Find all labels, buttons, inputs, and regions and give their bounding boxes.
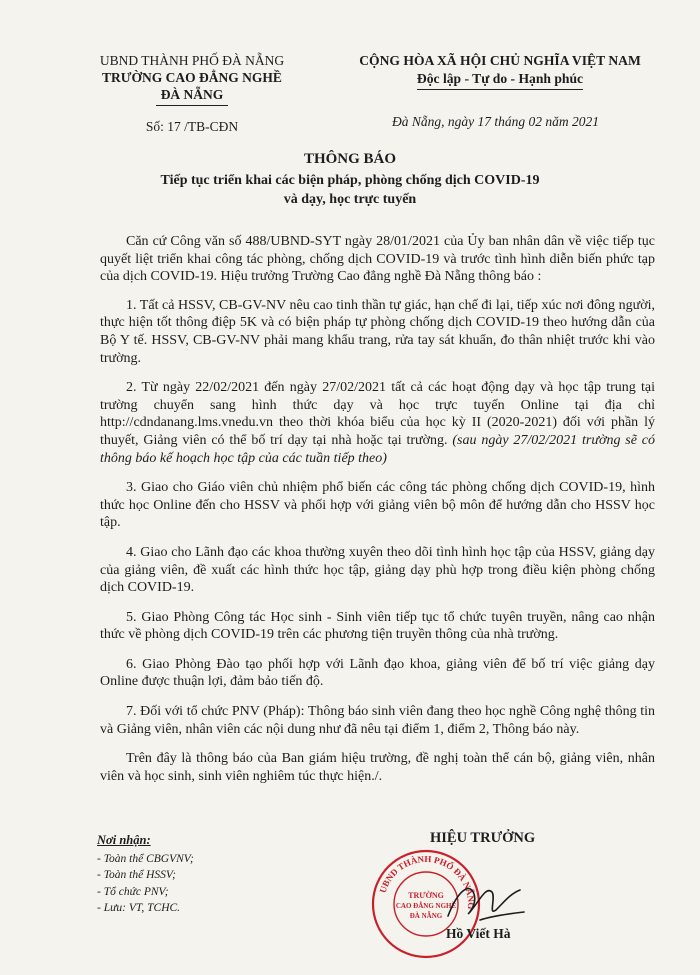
item-2 bbox=[100, 379, 655, 467]
document-body bbox=[100, 233, 655, 797]
item-6: 6. Giao Phòng Đào tạo phối hợp với Lãnh đạo khoa, giảng viên để bố trí việc giảng dạy Online được thuận lợi, đảm bảo tiến độ. bbox=[100, 656, 655, 690]
recipients-block bbox=[97, 832, 194, 917]
country-name: CỘNG HÒA XÃ HỘI CHỦ NGHĨA VIỆT NAM bbox=[359, 53, 641, 68]
seal-inner-text-1: TRƯỜNG bbox=[408, 891, 444, 900]
issuer-underline bbox=[156, 105, 228, 106]
issuer-city: ĐÀ NẴNG bbox=[160, 87, 224, 102]
signer-name: Hồ Viết Hà bbox=[446, 926, 511, 941]
seal-ring-text: UBND THÀNH PHỐ ĐÀ NẴNG bbox=[377, 853, 477, 910]
item-5: 5. Giao Phòng Công tác Học sinh - Sinh viên tiếp tục tổ chức tuyên truyền, nâng cao nhận thức về phòng dịch COVID-19 trên các phương tiện truyền thông của nhà trường. bbox=[100, 609, 655, 643]
issuer-block bbox=[92, 52, 292, 135]
national-motto-block bbox=[330, 52, 670, 90]
signature-stroke bbox=[448, 889, 524, 920]
item-7: 7. Đối với tổ chức PNV (Pháp): Thông báo sinh viên đang theo học nghề Công nghệ thông tin và Giảng viên, nhân viên các nội dung như đã nêu tại điểm 1, điểm 2, Thông báo này. bbox=[100, 704, 655, 737]
item-2-text: 2. Từ ngày 22/02/2021 đến ngày 27/02/2021 tất cả các hoạt động dạy và học tập trung tại trường chuyển sang hình thức dạy và học trực tuyến Online tại địa chỉ http://cdndanang.lms.vnedu.vn theo thời khóa biểu của học kỳ II (2020-2021) đối với phần lý thuyết, Giảng viên có thể bố trí dạy tại nhà hoặc tại trường. bbox=[100, 380, 655, 448]
seal-inner-text-3: ĐÀ NẴNG bbox=[409, 912, 443, 920]
recipient-item: - Toàn thể CBGVNV; bbox=[97, 852, 194, 865]
item-2-note: (sau ngày 27/02/2021 trường sẽ có thông báo kế hoạch học tập của các tuần tiếp theo) bbox=[100, 432, 655, 466]
document-title bbox=[90, 150, 610, 209]
issuer-parent: UBND THÀNH PHỐ ĐÀ NẴNG bbox=[99, 53, 285, 68]
document-date: Đà Nẵng, ngày 17 tháng 02 năm 2021 bbox=[392, 114, 599, 129]
item-3: 3. Giao cho Giáo viên chủ nhiệm phổ biến các công tác phòng chống dịch COVID-19, hình thức học Online đến cho HSSV và phối hợp với giảng viên bộ môn để hướng dẫn cho HSSV học tập. bbox=[100, 480, 655, 531]
handwritten-signature-icon bbox=[440, 872, 530, 932]
title-subject-2: và dạy, học trực tuyến bbox=[283, 192, 417, 207]
recipient-item: - Toàn thể HSSV; bbox=[97, 869, 176, 881]
item-4: 4. Giao cho Lãnh đạo các khoa thường xuyên theo dõi tình hình học tập của HSSV, giảng dạy của giảng viên, đề xuất các hình thức học tập, giảng dạy phù hợp trong điều kiện phòng chống dịch COVID-19. bbox=[100, 544, 655, 596]
recipient-item: - Lưu: VT, TCHC. bbox=[97, 902, 181, 914]
closing-paragraph: Trên đây là thông báo của Ban giám hiệu trường, đề nghị toàn thể cán bộ, giảng viên, nhân viên và học sinh, sinh viên nghiêm túc thực hiện./. bbox=[100, 751, 655, 784]
document-number: Số: 17 /TB-CĐN bbox=[145, 119, 239, 134]
recipients-heading: Nơi nhận: bbox=[97, 833, 151, 847]
title-heading: THÔNG BÁO bbox=[303, 151, 397, 167]
signer-title: HIỆU TRƯỞNG bbox=[430, 830, 536, 846]
title-subject-1: Tiếp tục triển khai các biện pháp, phòng chống dịch COVID-19 bbox=[160, 173, 540, 188]
recipient-item: - Tổ chức PNV; bbox=[97, 885, 169, 898]
issuer-name: TRƯỜNG CAO ĐẲNG NGHỀ bbox=[102, 70, 282, 85]
item-1: 1. Tất cả HSSV, CB-GV-NV nêu cao tinh thần tự giác, hạn chế đi lại, tiếp xúc nơi đông người, thực hiện tốt thông điệp 5K và có biện pháp tự phòng chống dịch COVID-19 theo hướng dẫn của Bộ Y tế. HSSV, CB-GV-NV phải mang khẩu trang, rửa tay sát khuẩn, đo thân nhiệt trước khi vào trường. bbox=[100, 297, 655, 366]
motto: Độc lập - Tự do - Hạnh phúc bbox=[417, 70, 583, 90]
intro-paragraph: Căn cứ Công văn số 488/UBND-SYT ngày 28/01/2021 của Ủy ban nhân dân về việc tiếp tục quyết liệt triển khai công tác phòng, chống dịch COVID-19 và trước tình hình diễn biến phức tạp của dịch COVID-19. Hiệu trưởng Trường Cao đẳng nghề Đà Nẵng thông báo : bbox=[100, 234, 655, 285]
seal-inner-text-2: CAO ĐẲNG NGHỀ bbox=[395, 902, 457, 910]
